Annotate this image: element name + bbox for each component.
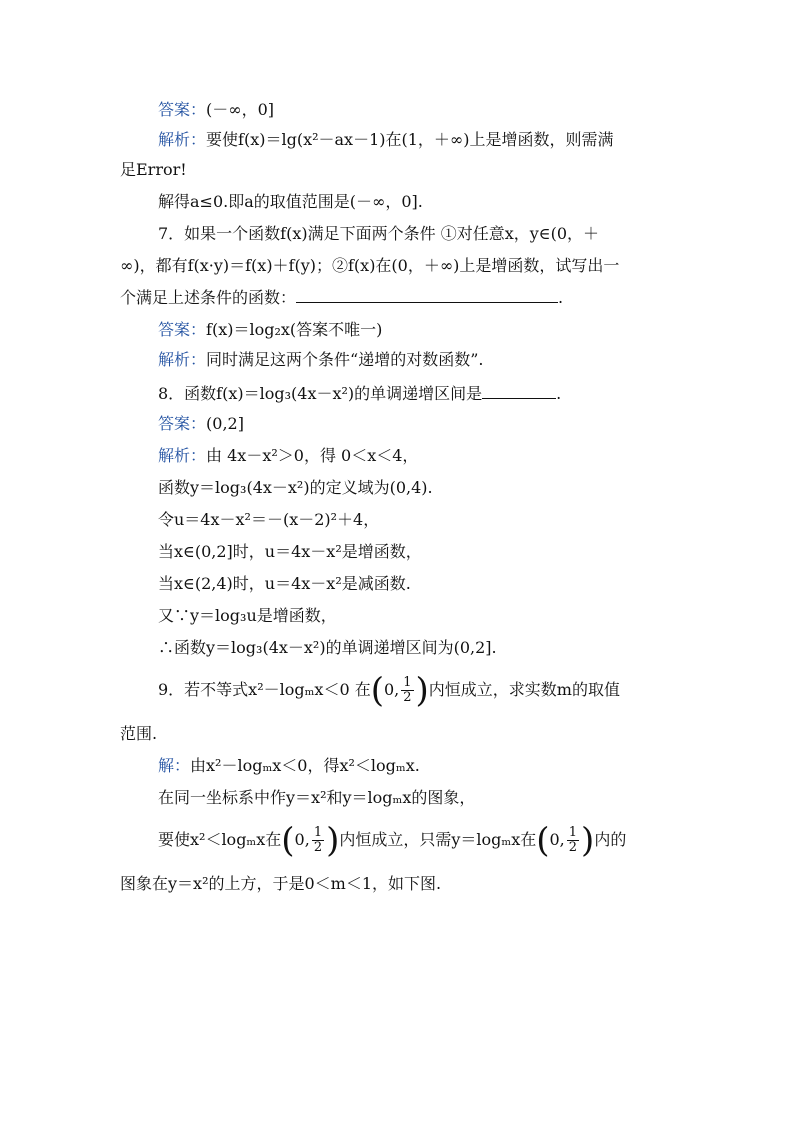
q7-line1: 7．如果一个函数f(x)满足下面两个条件 ①对任意x，y∈(0，＋ — [158, 224, 600, 243]
q6-answer: (－∞，0] — [206, 100, 275, 119]
analysis-label: 解析 — [158, 130, 191, 149]
q9-solution-line4: 图象在y＝x²的上方，于是0＜m＜1，如下图. — [120, 874, 442, 893]
q7-line3 — [120, 288, 563, 308]
q9-line1-text-b: 内恒成立，求实数m的取值 — [428, 680, 620, 699]
q8-analysis-line4: 当x∈(0,2]时，u＝4x－x²是增函数， — [158, 542, 422, 561]
q8-answer: (0,2] — [206, 414, 244, 433]
fraction-numerator: 1 — [403, 675, 412, 690]
q6-analysis-text1: 要使f(x)＝lg(x²－ax－1)在(1，＋∞)上是增函数，则需满 — [206, 130, 614, 149]
answer-label: 答案 — [158, 414, 191, 433]
q9-solution-line3 — [158, 820, 627, 861]
open-paren: ( — [370, 670, 384, 711]
interval-left: 0, — [383, 680, 400, 699]
fraction-one-half — [567, 826, 579, 855]
colon: ： — [190, 350, 207, 369]
q6-answer-line — [158, 100, 274, 120]
solution-label: 解 — [158, 756, 175, 775]
q9-solution-line2: 在同一坐标系中作y＝x²和y＝logₘx的图象， — [158, 788, 476, 807]
interval-left: 0, — [549, 830, 565, 849]
open-paren: ( — [536, 820, 550, 861]
q9-solution-text1: 由x²－logₘx＜0，得x²＜logₘx. — [190, 756, 420, 775]
colon: ： — [190, 320, 207, 339]
q8-line1-text: 8．函数f(x)＝log₃(4x－x²)的单调递增区间是 — [158, 384, 483, 403]
q8-analysis-line5: 当x∈(2,4)时，u＝4x－x²是减函数. — [158, 574, 411, 593]
q8-analysis-line7: ∴函数y＝log₃(4x－x²)的单调递增区间为(0,2]. — [158, 638, 497, 657]
q8-answer-line — [158, 414, 244, 434]
q8-answer-blank[interactable] — [482, 384, 556, 399]
q8-analysis-line1 — [158, 446, 418, 466]
colon: ： — [190, 130, 207, 149]
q8-line1-end: . — [556, 384, 562, 403]
fraction-denominator: 2 — [403, 690, 412, 705]
q7-line2: ∞)，都有f(x·y)＝f(x)＋f(y)；②f(x)在(0，＋∞)上是增函数，试写出一 — [120, 256, 620, 275]
q7-line3-text: 个满足上述条件的函数： — [120, 288, 297, 307]
q6-analysis-line2: 足Error! — [120, 160, 187, 179]
fraction-one-half — [401, 676, 413, 705]
q8-analysis-line2: 函数y＝log₃(4x－x²)的定义域为(0,4). — [158, 478, 433, 497]
q7-answer: f(x)＝log₂x(答案不唯一) — [206, 320, 383, 339]
analysis-label: 解析 — [158, 446, 191, 465]
open-paren: ( — [281, 820, 295, 861]
fraction-numerator: 1 — [568, 825, 578, 840]
q9-solution-text3b: 内恒成立，只需y＝logₘx在 — [339, 830, 537, 849]
q6-analysis-line3: 解得a≤0.即a的取值范围是(－∞，0]. — [158, 192, 423, 211]
q6-analysis-line1 — [158, 130, 613, 150]
interval-left: 0, — [294, 830, 310, 849]
fraction-numerator: 1 — [313, 825, 323, 840]
q7-analysis: 同时满足这两个条件“递增的对数函数”. — [206, 350, 484, 369]
fraction-denominator: 2 — [568, 840, 578, 855]
q7-analysis-line — [158, 350, 483, 370]
q8-line1 — [158, 384, 561, 404]
close-paren: ) — [326, 820, 340, 861]
q9-line2: 范围. — [120, 724, 158, 743]
q7-answer-line — [158, 320, 382, 340]
answer-label: 答案 — [158, 100, 191, 119]
close-paren: ) — [415, 670, 429, 711]
q7-answer-blank[interactable] — [296, 288, 558, 303]
q8-analysis-text1: 由 4x－x²＞0，得 0＜x＜4， — [206, 446, 419, 465]
q9-line1-text-a: 9．若不等式x²－logₘx＜0 在 — [158, 680, 371, 699]
fraction-denominator: 2 — [313, 840, 323, 855]
q8-analysis-line3: 令u＝4x－x²＝－(x－2)²＋4， — [158, 510, 380, 529]
q9-line1 — [158, 670, 620, 711]
q8-analysis-line6: 又∵y＝log₃u是增函数， — [158, 606, 337, 625]
colon: ： — [190, 100, 207, 119]
answer-label: 答案 — [158, 320, 191, 339]
close-paren: ) — [581, 820, 595, 861]
q9-solution-text3c: 内的 — [594, 830, 627, 849]
colon: ： — [190, 414, 207, 433]
q9-solution-text3a: 要使x²＜logₘx在 — [158, 830, 282, 849]
colon: ： — [190, 446, 207, 465]
q7-line3-end: . — [558, 288, 564, 307]
q9-solution-line1 — [158, 756, 420, 776]
colon: ： — [174, 756, 191, 775]
analysis-label: 解析 — [158, 350, 191, 369]
fraction-one-half — [312, 826, 324, 855]
